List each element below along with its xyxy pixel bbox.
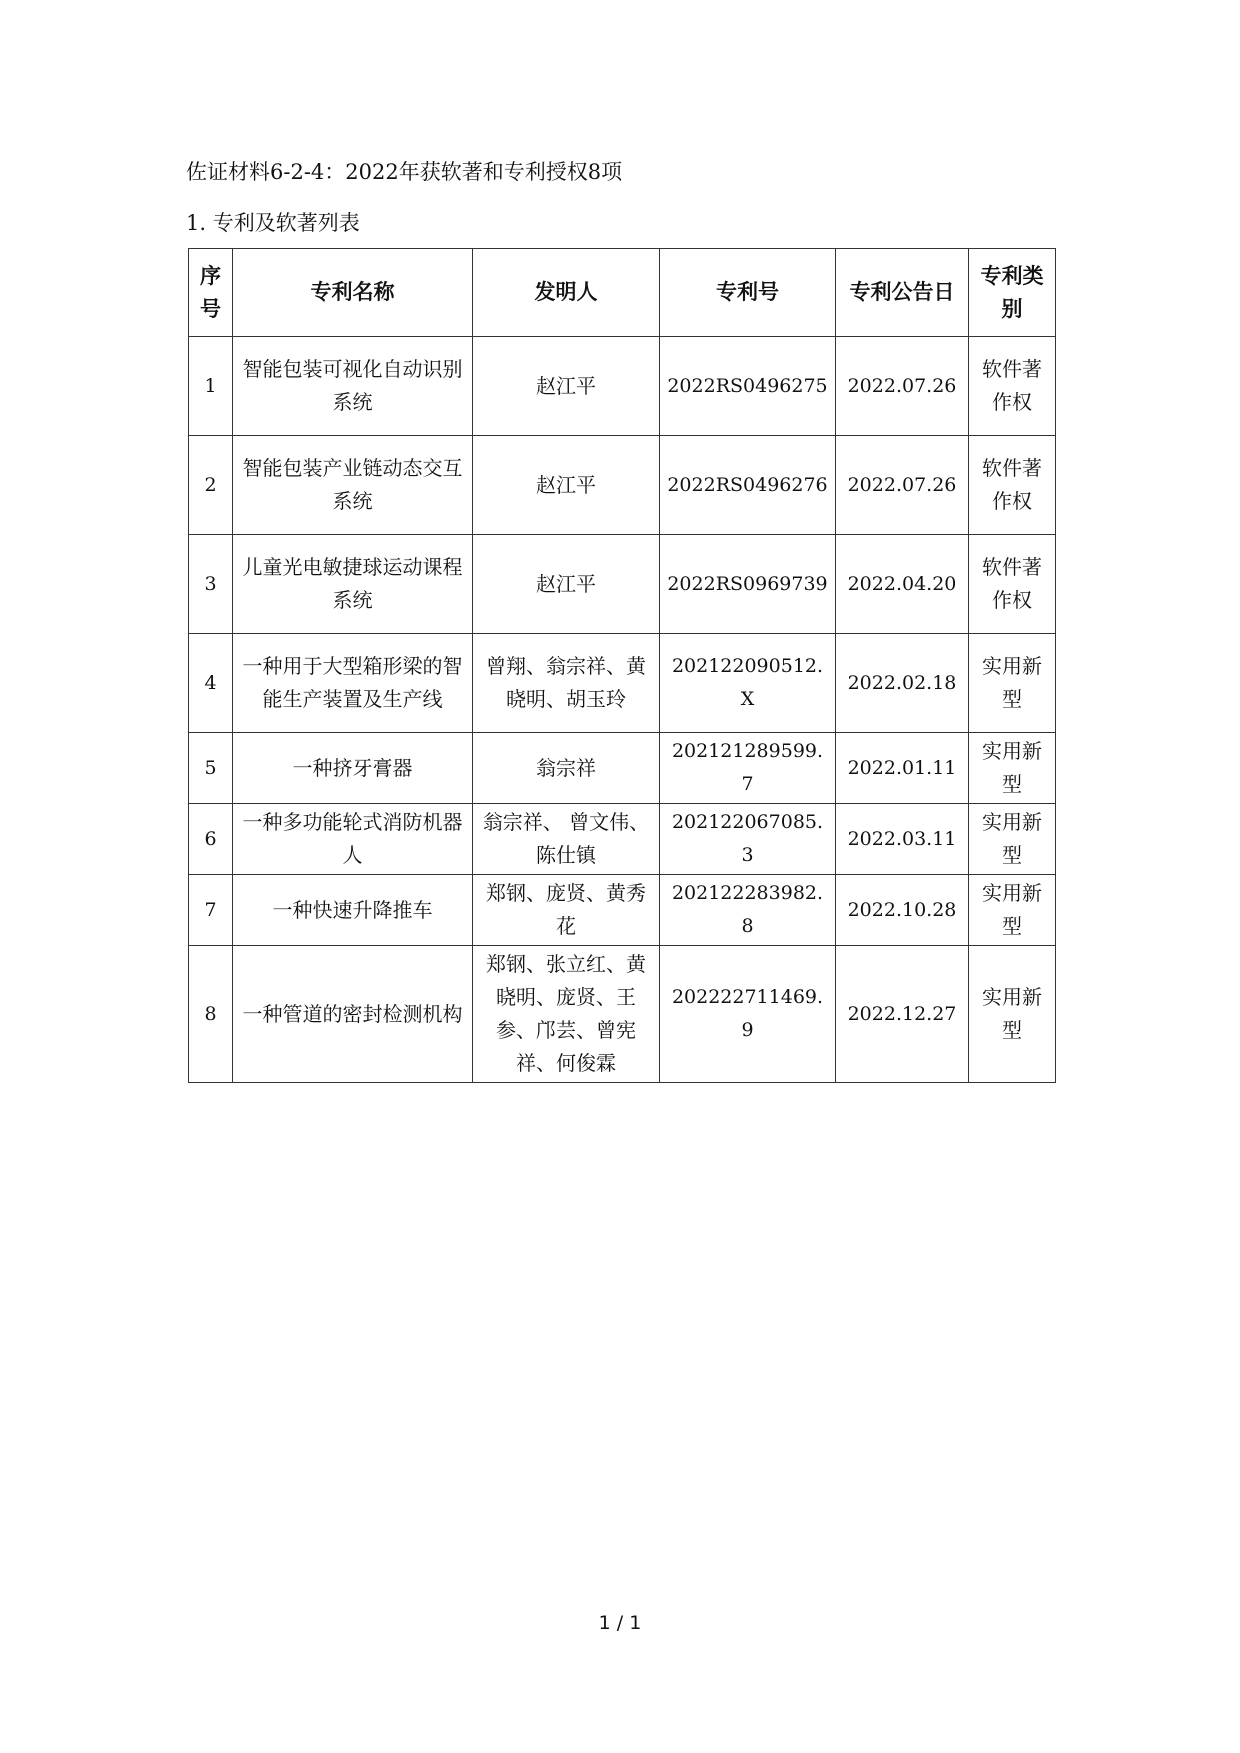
cell-name: 一种快速升降推车 [233,875,473,946]
header-date: 专利公告日 [836,249,969,337]
table-row [189,535,1056,634]
cell-type: 软件著作权 [969,337,1056,436]
cell-name: 一种用于大型箱形梁的智能生产装置及生产线 [233,634,473,733]
cell-number: 202122283982.8 [660,875,836,946]
cell-date: 2022.02.18 [836,634,969,733]
patent-table [188,248,1056,1083]
cell-number: 2022RS0496276 [660,436,836,535]
cell-date: 2022.03.11 [836,804,969,875]
cell-inventors: 翁宗祥 [473,733,660,804]
cell-date: 2022.07.26 [836,436,969,535]
cell-name: 一种管道的密封检测机构 [233,946,473,1083]
table-row [189,634,1056,733]
cell-date: 2022.10.28 [836,875,969,946]
table-row [189,436,1056,535]
document-title: 佐证材料6-2-4：2022年获软著和专利授权8项 [186,160,623,184]
cell-type: 实用新型 [969,946,1056,1083]
header-number: 专利号 [660,249,836,337]
cell-type: 软件著作权 [969,535,1056,634]
table-row [189,946,1056,1083]
cell-inventors: 郑钢、张立红、黄晓明、庞贤、王参、邝芸、曾宪祥、何俊霖 [473,946,660,1083]
cell-number: 2022RS0969739 [660,535,836,634]
cell-date: 2022.04.20 [836,535,969,634]
cell-date: 2022.01.11 [836,733,969,804]
page-number: 1 / 1 [598,1612,642,1634]
header-index: 序号 [189,249,233,337]
cell-index: 6 [189,804,233,875]
cell-index: 7 [189,875,233,946]
cell-number: 202121289599.7 [660,733,836,804]
cell-index: 4 [189,634,233,733]
header-inventors: 发明人 [473,249,660,337]
cell-index: 8 [189,946,233,1083]
header-name: 专利名称 [233,249,473,337]
table-row [189,733,1056,804]
cell-name: 儿童光电敏捷球运动课程系统 [233,535,473,634]
cell-name: 一种多功能轮式消防机器人 [233,804,473,875]
cell-type: 实用新型 [969,875,1056,946]
cell-number: 202222711469.9 [660,946,836,1083]
cell-type: 实用新型 [969,733,1056,804]
cell-name: 智能包装产业链动态交互系统 [233,436,473,535]
table-header-row [189,249,1056,337]
header-type: 专利类别 [969,249,1056,337]
cell-inventors: 郑钢、庞贤、黄秀花 [473,875,660,946]
cell-index: 3 [189,535,233,634]
cell-index: 5 [189,733,233,804]
table-row [189,337,1056,436]
cell-inventors: 赵江平 [473,436,660,535]
cell-inventors: 翁宗祥、 曾文伟、陈仕镇 [473,804,660,875]
cell-name: 一种挤牙膏器 [233,733,473,804]
cell-index: 1 [189,337,233,436]
cell-name: 智能包装可视化自动识别系统 [233,337,473,436]
cell-number: 202122090512.X [660,634,836,733]
cell-inventors: 赵江平 [473,337,660,436]
cell-number: 2022RS0496275 [660,337,836,436]
table-row [189,804,1056,875]
cell-type: 实用新型 [969,804,1056,875]
cell-index: 2 [189,436,233,535]
cell-inventors: 赵江平 [473,535,660,634]
cell-date: 2022.07.26 [836,337,969,436]
section-title: 1. 专利及软著列表 [186,211,360,235]
cell-number: 202122067085.3 [660,804,836,875]
cell-type: 实用新型 [969,634,1056,733]
cell-date: 2022.12.27 [836,946,969,1083]
cell-type: 软件著作权 [969,436,1056,535]
cell-inventors: 曾翔、翁宗祥、黄晓明、胡玉玲 [473,634,660,733]
table-row [189,875,1056,946]
